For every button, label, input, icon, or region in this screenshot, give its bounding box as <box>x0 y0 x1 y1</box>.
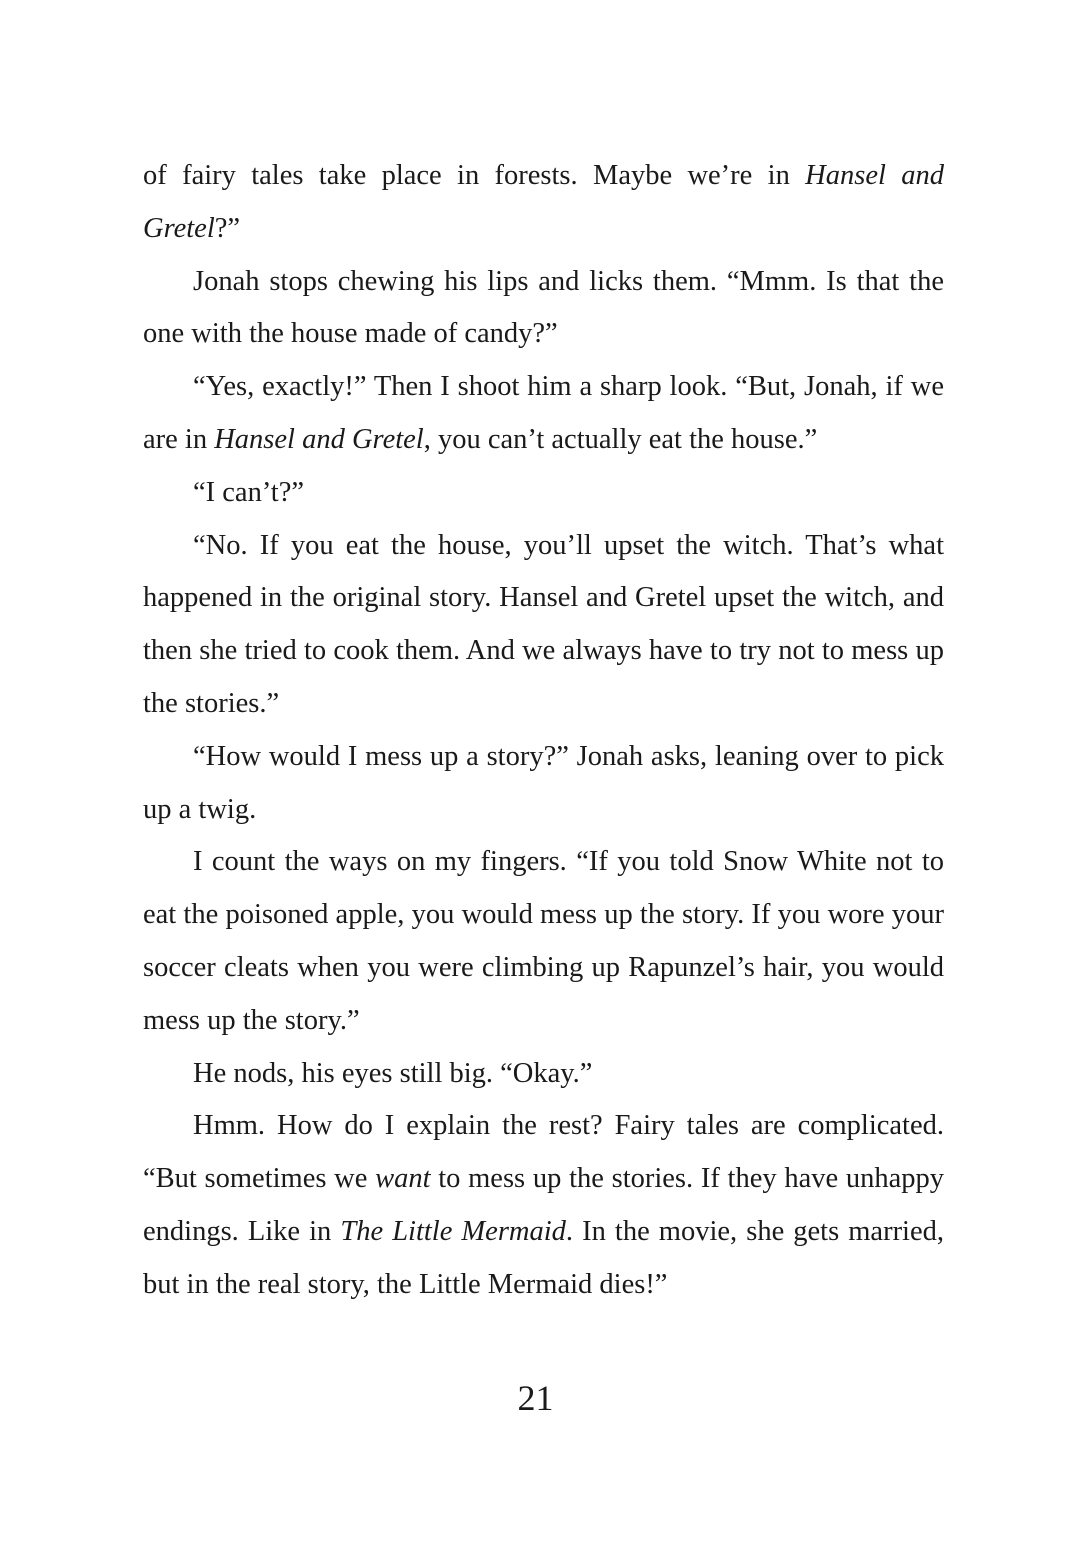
text-run: , you can’t actually eat the house.” <box>423 423 818 455</box>
text-run: “Yes, exactly!” Then I shoot him a sharp look. “But, Jonah, if we are in <box>143 371 944 455</box>
text-run: “I can’t?” <box>193 476 305 508</box>
text-run: “No. If you eat the house, you’ll upset the witch. That’s what happened in the original story. Hansel and Gretel upset the witch, and then she tried to cook them. And we always have to try not to mess up the stories.” <box>143 529 944 719</box>
paragraph <box>143 520 944 731</box>
paragraph <box>143 467 944 520</box>
italic-title: The Little Mermaid <box>340 1215 566 1247</box>
body-text <box>143 150 944 1312</box>
italic-title: Hansel and Gretel <box>143 160 944 244</box>
text-run: I count the ways on my fingers. “If you told Snow White not to eat the poisoned apple, you would mess up the story. If you wore your soccer cleats when you were climbing up Rapunzel’s hair, you would mess up the story.” <box>143 846 944 1036</box>
paragraph <box>143 836 944 1047</box>
italic-title: want <box>375 1163 431 1195</box>
paragraph <box>143 731 944 837</box>
text-run: to mess up the stories. If they have unhappy endings. Like in <box>143 1163 944 1247</box>
text-run: of fairy tales take place in forests. Maybe we’re in <box>143 160 806 191</box>
paragraph <box>143 1048 944 1101</box>
italic-title: Hansel and Gretel <box>214 423 424 455</box>
text-run: He nods, his eyes still big. “Okay.” <box>193 1057 593 1089</box>
text-run: Hmm. How do I explain the rest? Fairy tales are complicated. “But sometimes we <box>143 1110 944 1195</box>
paragraph <box>143 150 944 256</box>
text-run: ?” <box>214 212 241 244</box>
paragraph <box>143 256 944 362</box>
paragraph <box>143 361 944 467</box>
text-run: “How would I mess up a story?” Jonah asks, leaning over to pick up a twig. <box>143 740 944 825</box>
page-number: 21 <box>517 1378 554 1418</box>
text-run: Jonah stops chewing his lips and licks them. “Mmm. Is that the one with the house made of candy?” <box>143 265 944 350</box>
text-run: . In the movie, she gets married, but in the real story, the Little Mermaid dies!” <box>143 1215 945 1300</box>
paragraph <box>143 1100 944 1311</box>
